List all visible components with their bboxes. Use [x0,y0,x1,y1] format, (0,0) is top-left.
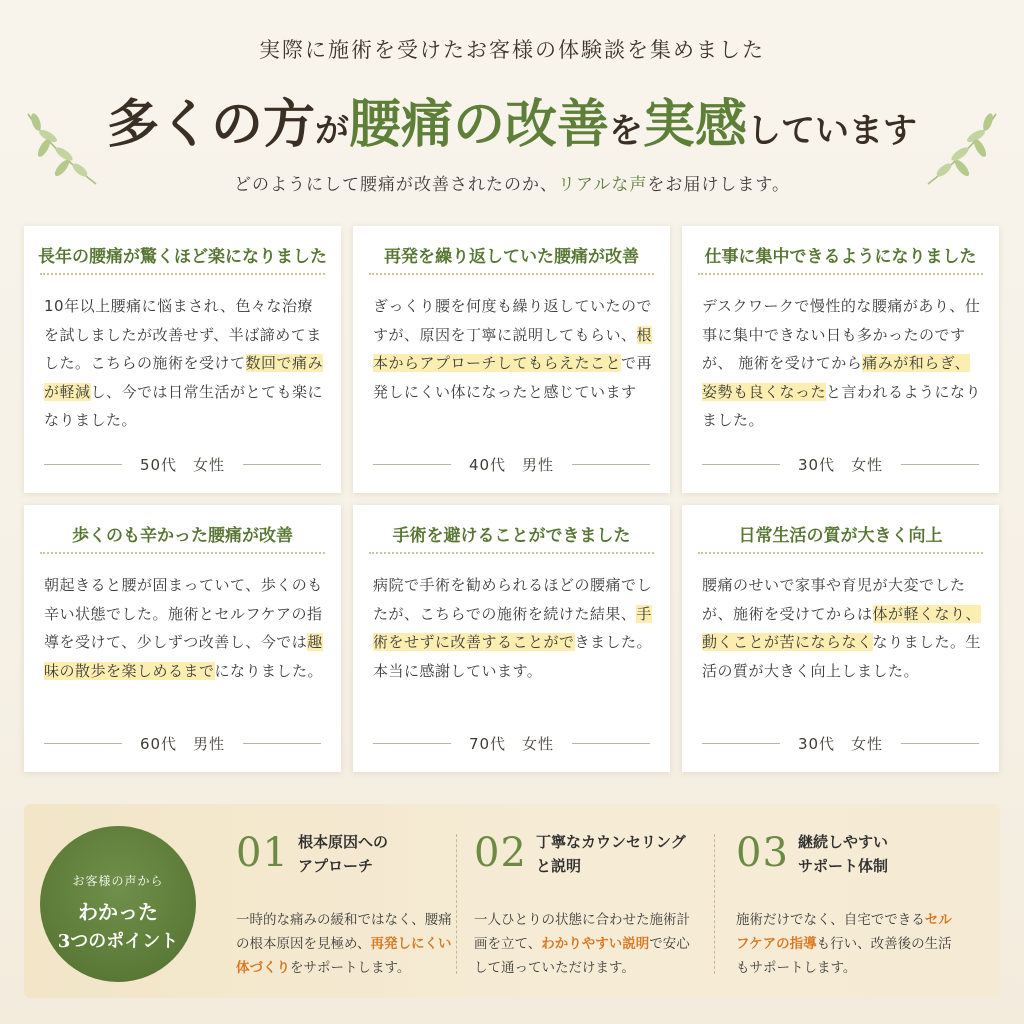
card-body [702,571,983,685]
card-footer [373,453,650,475]
reviewer-age-gender: 30代 女性 [797,455,884,474]
point-title-line: 丁寧なカウンセリング [536,833,686,851]
point-title [798,830,968,878]
point-item [474,826,704,986]
testimonial-card [353,226,670,493]
point-description [736,908,964,980]
point-description [474,908,702,980]
point-number: 02 [474,830,527,876]
card-text: 朝起きると腰が固まっていて、歩くのも辛い状態でした。施術とセルフケアの指導を受けて、少しずつ改善し、今では [44,576,323,651]
card-footer [702,453,979,475]
headline-part: しています [747,111,918,151]
point-item [736,826,966,986]
card-text: と言われるようになりました。 [702,382,982,429]
card-text: きました。本当に感謝しています。 [373,633,653,680]
card-highlight: 痛みが和らぎ、姿勢も良くなった [702,354,971,401]
card-text: なりました。生活の質が大きく向上しました。 [702,633,982,680]
points-badge [40,826,196,982]
card-highlight: 数回で痛みが軽減 [44,354,324,401]
card-text: し、今では日常生活がとても楽になりました。 [44,382,324,429]
subline-part: をお届けします。 [647,175,790,195]
card-footer [44,732,321,754]
point-number: 01 [236,830,289,876]
dotted-divider [369,552,654,554]
badge-line: お客様の声から [72,874,164,888]
card-body [702,292,983,435]
headline-part: が [314,111,349,151]
subline-accent: リアルな声 [558,175,648,195]
testimonial-card [24,226,341,493]
point-emphasis: 再発しにくい体づくり [236,936,452,976]
point-item [236,826,466,986]
headline-accent: 実感 [643,94,748,155]
point-title-line: 継続しやすい [798,833,889,851]
point-number: 03 [736,830,789,876]
key-points-section [24,804,1000,998]
dotted-divider [698,273,983,275]
card-text: 腰痛のせいで家事や育児が大変でしたが、施術を受けてからは [702,576,966,623]
point-emphasis: わかりやすい説明 [541,936,650,952]
card-title: 再発を繰り返していた腰痛が改善 [384,247,639,267]
headline [0,82,1024,157]
card-highlight: 手術をせずに改善することがで [373,604,652,651]
badge-line: 3つのポイント [57,931,179,952]
card-body [373,571,654,685]
headline-part: を [609,111,643,151]
card-title: 仕事に集中できるようになりました [704,247,977,267]
card-highlight: 体が軽くなり、動くことが苦にならなく [702,604,982,651]
point-title-line: アプローチ [298,857,374,875]
page-header [0,0,1024,210]
card-highlight: 根本からアプローチしてもらえたこと [373,325,653,372]
point-title-line: サポート体制 [798,857,889,875]
dotted-divider [369,273,654,275]
card-footer [44,453,321,475]
card-text: デスクワークで慢性的な腰痛があり、仕事に集中できない日も多かったのですが、 施術を受けてから [702,297,981,372]
point-text: 一人ひとりの状態に合わせた施術計画を立て、 [474,912,690,952]
reviewer-age-gender: 50代 女性 [139,455,226,474]
badge-line: わかった [78,900,158,924]
dotted-divider [698,552,983,554]
card-footer [373,732,650,754]
point-text: も行い、改善後の生活もサポートします。 [736,936,952,976]
reviewer-age-gender: 40代 男性 [468,455,555,474]
card-text: 10年以上腰痛に悩まされ、色々な治療を試しましたが改善せず、半ば諦めてました。こちらの施術を受けて [44,297,322,372]
reviewer-age-gender: 60代 男性 [139,734,226,753]
subline [0,170,1024,195]
card-body [44,292,325,435]
point-description [236,908,464,980]
testimonial-card [353,505,670,772]
point-text: 一時的な痛みの緩和ではなく、腰痛の根本原因を見極め、 [236,912,452,952]
headline-part: 多くの方 [106,94,315,155]
card-footer [702,732,979,754]
dashed-divider [456,834,457,974]
card-title: 手術を避けることができました [392,526,631,546]
header-kicker: 実際に施術を受けたお客様の体験談を集めました [259,38,765,62]
testimonial-grid [24,226,1000,772]
card-title: 日常生活の質が大きく向上 [738,526,943,546]
testimonial-card [682,505,999,772]
point-emphasis: セルフケアの指導 [736,912,952,952]
point-title-line: と説明 [536,857,582,875]
point-title [298,830,468,878]
card-text: で再発しにくい体になったと感じています [373,354,653,401]
card-text: ぎっくり腰を何度も繰り返していたのですが、原因を丁寧に説明してもらい、 [373,297,653,344]
card-highlight: 趣味の散歩を楽しめるまで [44,633,323,680]
testimonial-card [682,226,999,493]
card-text: になりました。 [214,661,324,680]
subline-part: どのようにして腰痛が改善されたのか、 [234,175,559,195]
headline-accent: 腰痛の改善 [348,94,609,155]
dotted-divider [40,552,325,554]
point-title-line: 根本原因への [298,833,389,851]
dashed-divider [714,834,715,974]
card-text: 病院で手術を勧められるほどの腰痛でしたが、こちらでの施術を続けた結果、 [373,576,653,623]
card-body [44,571,325,685]
card-title: 歩くのも辛かった腰痛が改善 [72,526,293,546]
point-text: で安心して通っていただけます。 [474,936,690,976]
point-title [536,830,706,878]
dotted-divider [40,273,325,275]
card-body [373,292,654,406]
reviewer-age-gender: 70代 女性 [468,734,555,753]
point-text: をサポートします。 [290,960,411,976]
point-text: 施術だけでなく、自宅でできる [736,912,925,928]
card-title: 長年の腰痛が驚くほど楽になりました [38,247,327,267]
testimonial-card [24,505,341,772]
reviewer-age-gender: 30代 女性 [797,734,884,753]
